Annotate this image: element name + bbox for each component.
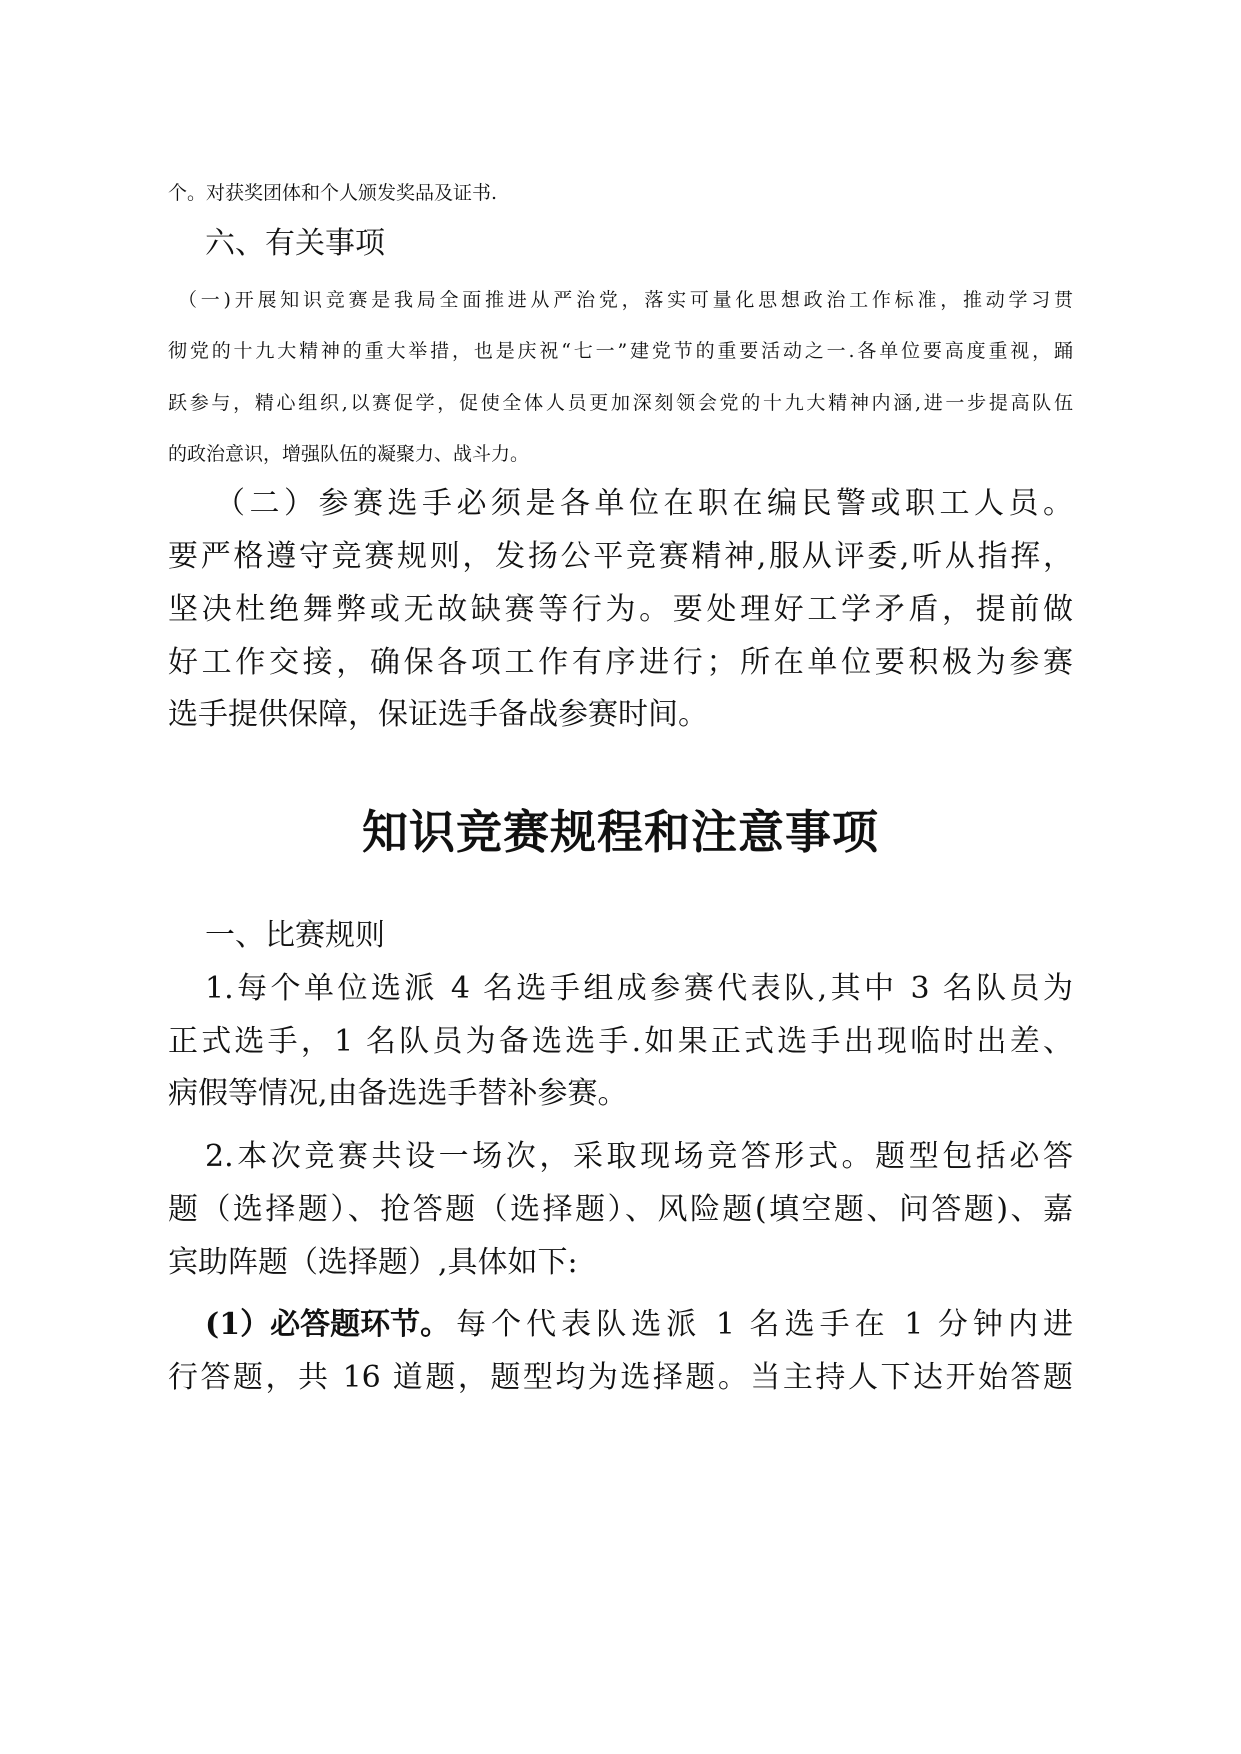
award-sentence: 个。对获奖团体和个人颁发奖品及证书. [168,182,498,204]
rule-1-line-2: 正式选手，1 名队员为备选选手.如果正式选手出现临时出差、 [168,1024,1073,1059]
rule-2-line-3: 宾助阵题（选择题）,具体如下: [168,1245,578,1280]
item-1-line-1: （一)开展知识竞赛是我局全面推进从严治党，落实可量化思想政治工作标准，推动学习贯 [178,289,1073,311]
rule-3-bold-lead: (1）必答题环节。 [205,1307,451,1342]
rule-1-line-1: 1.每个单位选派 4 名选手组成参赛代表队,其中 3 名队员为 [205,971,1073,1006]
item-1-line-4: 的政治意识，增强队伍的凝聚力、战斗力。 [168,443,530,465]
item-1-line-3: 跃参与，精心组织,以赛促学，促使全体人员更加深刻领会党的十九大精神内涵,进一步提高队伍 [168,392,1073,414]
rule-3-line-2: 行答题，共 16 道题，题型均为选择题。当主持人下达开始答题 [168,1360,1073,1395]
item-2-line-2: 要严格遵守竞赛规则，发扬公平竞赛精神,服从评委,听从指挥， [168,539,1073,574]
rule-2-line-2: 题（选择题）、抢答题（选择题）、风险题(填空题、问答题)、嘉 [168,1192,1073,1227]
section-6-heading: 六、有关事项 [205,226,385,261]
item-2-line-3: 坚决杜绝舞弊或无故缺赛等行为。要处理好工学矛盾，提前做 [168,592,1073,627]
item-1-line-2: 彻党的十九大精神的重大举措，也是庆祝“七一”建党节的重要活动之一.各单位要高度重视，踊 [168,340,1073,362]
section-1-heading: 一、比赛规则 [205,918,385,953]
rule-3-line-1-rest: 每个代表队选派 1 名选手在 1 分钟内进 [456,1307,1073,1342]
rules-title: 知识竞赛规程和注意事项 [362,805,879,859]
item-2-line-5: 选手提供保障，保证选手备战参赛时间。 [168,697,708,732]
rule-1-line-3: 病假等情况,由备选选手替补参赛。 [168,1076,628,1111]
item-2-line-1: （二）参赛选手必须是各单位在职在编民警或职工人员。 [215,486,1073,521]
rule-3-line-1 [205,1303,1073,1347]
item-2-line-4: 好工作交接，确保各项工作有序进行；所在单位要积极为参赛 [168,645,1073,680]
rule-2-line-1: 2.本次竞赛共设一场次，采取现场竞答形式。题型包括必答 [205,1139,1073,1174]
